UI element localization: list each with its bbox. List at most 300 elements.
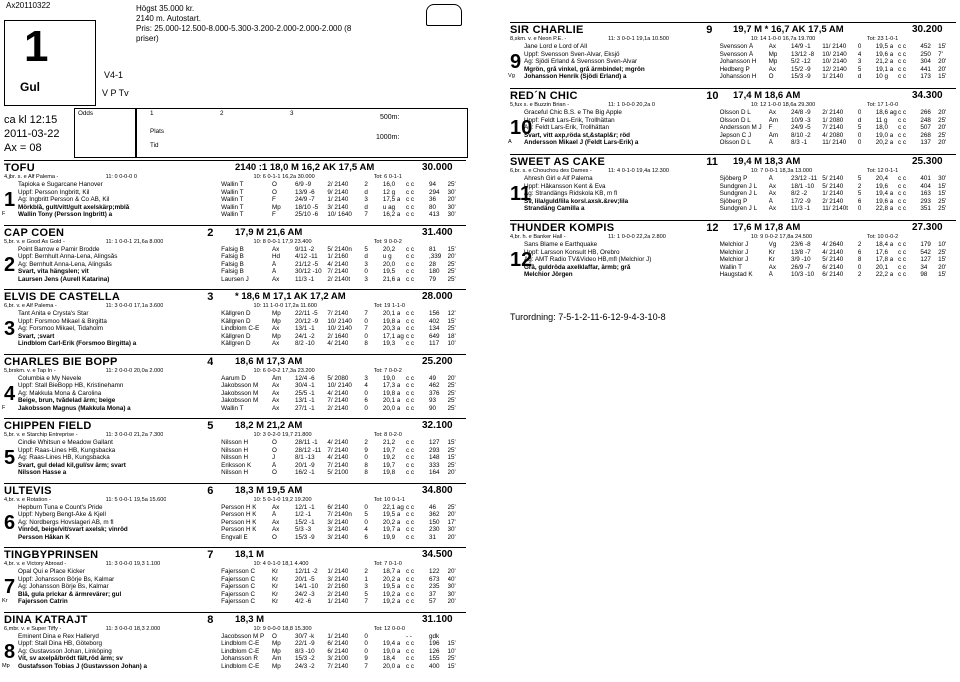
race-result-cell: c c — [898, 109, 907, 116]
race-result-cell: Ax — [768, 43, 777, 50]
race-result-cell: Hedberg P — [719, 65, 750, 73]
race-result-cell: c c — [405, 397, 414, 405]
race-result-cell: 11/ 2140 — [822, 139, 847, 147]
race-result-cell: 6 — [857, 248, 862, 256]
race-result-cell: 15' — [447, 245, 456, 253]
horse-info-line: Opal Qui e Place Kicker — [18, 568, 85, 575]
race-result-cell: 16,2 a — [382, 211, 401, 219]
race-result-cell: Persson H K — [221, 526, 257, 534]
race-result-cell: 19,7 — [382, 461, 396, 469]
race-result-cell: Ax — [271, 245, 280, 253]
race-result-cell: 6/ 2140 — [822, 271, 844, 279]
race-result-cell: c c — [405, 325, 414, 333]
race-result-cell: Ax — [271, 340, 280, 348]
horse-stats-year: 11: 3 0-0-0 18,3 2.000 — [105, 625, 161, 632]
race-result-cell: 49 — [429, 374, 437, 382]
horse-records: 18,2 M 21,2 AM — [235, 420, 303, 431]
race-result-cell: Mp — [271, 317, 281, 325]
race-result-cell: 25/10 -6 — [295, 211, 319, 219]
horse-info-line: Jakobsson Magnus (Makkula Mona) a — [18, 404, 131, 412]
race-result-cell: Källgren D — [221, 317, 251, 325]
race-result-cell: Mp — [768, 58, 778, 66]
race-result-cell: Ax — [271, 325, 280, 333]
race-result-cell: c c — [898, 205, 907, 213]
race-result-cell: 11 g — [875, 116, 888, 124]
race-result-cell: Kr — [768, 248, 775, 256]
race-result-cell: 122 — [429, 568, 440, 575]
race-result-cell: Ax — [768, 109, 777, 116]
race-result-cell: Ax — [271, 275, 280, 283]
race-result-cell: 40' — [447, 575, 456, 583]
race-result-cell: 15/2 -9 — [790, 65, 811, 73]
race-result-cell: 25' — [447, 397, 456, 405]
horse-divider — [4, 160, 466, 161]
race-result-cell: 3/ 2140 — [327, 203, 349, 211]
race-result-cell: 10/ 2140 — [327, 325, 352, 333]
race-result-cell: 19,2 — [382, 454, 396, 462]
race-result-cell: 248 — [920, 116, 931, 124]
race-result-cell: 57 — [429, 598, 437, 606]
race-result-cell: 20,2 a — [382, 518, 401, 526]
race-result-cell: 12 g — [382, 188, 396, 196]
race-result-cell: Sundgren J L — [719, 190, 758, 198]
horse-breeding: 8,skm. v. e Neon P.E. - — [510, 36, 567, 42]
race-result-cell: Källgren D — [221, 340, 251, 348]
race-result-cell: 4/ 2140 — [327, 260, 349, 268]
horse-breeding: 5,br. v. e Starchip Entreprise - — [4, 432, 78, 438]
race-result-cell: 31 — [429, 533, 437, 541]
race-result-cell: Jacobsson M P — [221, 632, 265, 640]
race-result-cell: 1/ 2080 — [822, 116, 844, 124]
horse-info-line: Uppf: Stall Dina HB, Göteborg — [18, 640, 102, 648]
horse-number: 2 — [207, 226, 214, 239]
horse-info-line: Äg: AMT Radio TV&Video HB,mfl (Melchior J) — [524, 256, 652, 264]
horse-info-line: Uppf: Johansson Börje Bs, Kalmar — [18, 575, 115, 583]
race-result-cell: 5/2 -12 — [790, 58, 811, 66]
horse-stats-prev: 10: 9 0-0-2 17,8a 24.500 — [750, 234, 813, 240]
race-result-cell: 20,2 — [382, 245, 396, 253]
race-result-cell: c c — [405, 253, 414, 261]
horse-info-line: Äg: Gustavsson Johan, Linköping — [18, 647, 112, 655]
race-result-cell: 17,1 ag — [382, 332, 404, 340]
horse-breeding: 6,mbr. v. e Super Tiffy - — [4, 625, 62, 632]
horse-stats-prev: 10: 6 0-0-2 17,3a 23.200 — [253, 367, 315, 374]
race-result-cell: 94 — [429, 181, 437, 188]
race-result-cell: 25' — [938, 205, 947, 213]
horse-number: 12 — [706, 222, 719, 234]
race-result-cell: 9 — [364, 446, 368, 454]
race-result-cell: 11/ 2140 — [822, 43, 847, 50]
race-result-cell: 20/1 -9 — [295, 461, 315, 469]
horse-entry — [4, 354, 466, 414]
race-result-cell: Mp — [271, 640, 281, 648]
race-date: 2011-03-22 — [4, 128, 60, 140]
race-result-cell: 18/1 -10 — [790, 182, 815, 190]
horse-info-line: Fajersson Catrin — [18, 598, 68, 606]
race-result-cell: 19,5 a — [382, 583, 401, 591]
race-result-cell: 376 — [429, 389, 440, 397]
race-result-cell: 10' — [447, 647, 456, 655]
race-result-cell: u g — [382, 253, 392, 261]
race-result-cell: 14/1 -10 — [295, 583, 319, 591]
race-result-cell: c c — [405, 317, 414, 325]
horse-stats-year: 11: 1 0-0-0 22,2a 2.800 — [608, 234, 666, 240]
race-result-cell: Lindblom C-E — [221, 662, 260, 670]
race-result-cell: 441 — [920, 65, 931, 73]
race-result-cell: 16/2 -1 — [295, 469, 315, 477]
race-result-cell: c c — [405, 340, 414, 348]
horse-info-line: Äg: Strandängs Ridskola KB, m fl — [524, 190, 618, 198]
race-result-cell: 21,2 — [382, 439, 396, 446]
race-result-cell: Engvall E — [221, 533, 248, 541]
race-result-cell: 16,0 — [382, 181, 396, 188]
horse-entry — [4, 612, 466, 672]
race-result-cell: Ax — [271, 404, 280, 412]
race-result-cell: 137 — [920, 139, 931, 147]
race-result-cell: 20' — [938, 263, 947, 271]
race-result-cell: 1/ 2140 — [327, 196, 349, 204]
horse-info-line: Tant Anita e Crysta's Star — [18, 310, 89, 317]
race-result-cell: c c — [405, 568, 414, 575]
doc-id: Ax20110322 — [6, 2, 51, 10]
race-result-cell: 5/3 -3 — [295, 526, 312, 534]
race-result-cell: 4/ 2080 — [822, 131, 844, 139]
race-result-cell: c c — [405, 382, 414, 390]
race-result-cell: Ax — [768, 182, 777, 190]
race-result-cell: 3 — [857, 58, 862, 66]
race-result-cell: c c — [405, 526, 414, 534]
race-result-cell: 19,4 a — [875, 190, 894, 198]
race-result-cell: 19,4 a — [382, 640, 401, 648]
race-result-cell: c c — [405, 374, 414, 382]
race-result-cell: Sjöberg P — [719, 197, 748, 205]
race-result-cell: 3/ 2140 — [327, 575, 349, 583]
race-result-cell: 3 — [364, 583, 368, 591]
race-result-cell: 15' — [938, 43, 947, 50]
horse-divider — [4, 354, 466, 355]
horse-stats-year: 11: 5 0-0-1 19,5a 15.600 — [105, 496, 167, 503]
race-result-cell: Wallin T — [221, 211, 244, 219]
race-result-cell: Fajersson C — [221, 590, 256, 598]
race-result-cell: 19,0 — [382, 374, 396, 382]
race-result-cell: Ax — [271, 526, 280, 534]
race-result-cell: J — [271, 454, 276, 462]
race-result-cell: 164 — [429, 469, 440, 477]
horse-info-line: Uppf: Stall BieBopp HB, Kristinehamn — [18, 382, 124, 390]
race-result-cell: 81 — [429, 245, 437, 253]
race-result-cell: 11/ 2140t — [822, 205, 848, 213]
race-result-cell: 18,4 a — [875, 241, 894, 248]
horse-number: 9 — [706, 24, 713, 36]
horse-records: 18,3 M 19,5 AM — [235, 484, 303, 496]
race-result-cell: 28/11 -1 — [295, 439, 318, 446]
horse-info-line: Uppf: Larsson Konsult HB, Örebro — [524, 248, 620, 256]
race-result-cell: 20/12 -9 — [295, 317, 319, 325]
horse-name: THUNDER KOMPIS — [510, 222, 615, 234]
race-result-cell: Melchior J — [719, 241, 749, 248]
race-result-cell: Fajersson C — [221, 568, 256, 575]
race-result-cell: 30' — [447, 211, 456, 219]
race-result-cell: 25' — [938, 116, 947, 124]
race-result-cell: Lindblom C-E — [221, 640, 260, 648]
info-4: priser) — [136, 34, 159, 43]
horse-stats-year: 11: 4 0-1-0 19,4a 12.300 — [608, 168, 669, 174]
info-3: Pris: 25.000-12.500-8.000-5.300-3.200-2.000-2.000-2.000 (8 — [136, 24, 352, 33]
horse-info-line: Vinröd, beige/vit/svart axelsk; vinröd — [18, 526, 128, 534]
race-result-cell: 4/ 2140 — [327, 389, 349, 397]
horse-name: RED´N CHIC — [510, 90, 578, 102]
horse-stats-prev: 10: 11 1-0-0 17,2a 11.600 — [253, 303, 318, 309]
race-result-cell: Johansson H — [719, 73, 757, 81]
race-result-cell: 30' — [447, 203, 456, 211]
horse-earnings: 34.500 — [422, 549, 453, 560]
horse-records: 19,7 M * 16,7 AK 17,5 AM — [733, 24, 844, 35]
race-result-cell: Ax — [271, 503, 280, 511]
race-result-cell: 6/ 2140 — [822, 263, 844, 271]
race-result-cell: 80 — [429, 203, 437, 211]
track-prefix: Å — [508, 139, 512, 146]
post-position: 1 — [4, 189, 16, 211]
race-result-cell: 155 — [429, 655, 440, 663]
race-result-cell: 14/9 -1 — [790, 43, 811, 50]
race-result-cell: 28/12 -11 — [295, 446, 322, 454]
race-result-cell: 266 — [920, 109, 931, 116]
race-result-cell: c c — [898, 65, 907, 73]
race-result-cell: c c — [898, 73, 907, 81]
horse-stats-year: 11: 2 0-0-0 20,0a 2.000 — [105, 367, 164, 374]
race-result-cell: c c — [898, 271, 907, 279]
race-result-cell: Falsig B — [221, 268, 244, 276]
race-result-cell: 0 — [364, 317, 368, 325]
horse-stats-year: 11: 1 0-0-1 21,6a 8.000 — [105, 238, 164, 245]
race-result-cell: 127 — [429, 439, 440, 446]
race-result-cell: 4/ 2640 — [822, 241, 844, 248]
horse-stats-prev: 10: 5 0-1-0 19,2 19.200 — [253, 496, 312, 503]
horse-records: 18,1 M — [235, 549, 265, 560]
race-result-cell: 4/ 2140 — [327, 454, 349, 462]
race-result-cell: 25' — [447, 404, 456, 412]
race-result-cell: 1/2 -1 — [295, 511, 312, 519]
tid-label: Tid — [150, 142, 159, 149]
race-result-cell: Hd — [271, 253, 281, 261]
race-result-cell: 12/1 -1 — [295, 503, 315, 511]
race-result-cell: 79 — [429, 275, 437, 283]
horse-records: 17,6 M 17,8 AM — [733, 222, 801, 233]
race-result-cell: Lindblom C-E — [221, 325, 260, 333]
race-result-cell: 8/10 -2 — [790, 131, 811, 139]
race-result-cell: 0 — [364, 503, 368, 511]
horse-info-line: Svart, vitt axp,röda st,&stapl&r; röd — [524, 131, 631, 139]
race-result-cell: 1/ 2140 — [822, 190, 844, 198]
horse-info-line: Äg: Raas-Lines HB, Kungsbacka — [18, 454, 110, 462]
race-result-cell: 19,8 — [382, 469, 396, 477]
race-result-cell: F — [768, 124, 773, 132]
race-result-cell: Nilsson H — [221, 439, 249, 446]
race-result-cell: 15' — [938, 271, 947, 279]
race-result-cell: 400 — [429, 662, 440, 670]
horse-divider — [510, 22, 956, 23]
horse-info-line: Gustafsson Tobias J (Gustavsson Johan) a — [18, 662, 147, 670]
race-result-cell: Å — [271, 461, 277, 469]
race-result-cell: c c — [405, 211, 414, 219]
race-result-cell: 28 — [429, 260, 437, 268]
race-result-cell: 4 — [364, 526, 368, 534]
race-result-cell: 5 — [364, 511, 368, 519]
race-result-cell: Eriksson K — [221, 461, 252, 469]
race-result-cell: 22,2 a — [875, 271, 894, 279]
race-result-cell: Melchior J — [719, 248, 749, 256]
race-result-cell: 15/3 -2 — [295, 655, 315, 663]
horse-info-line: Persson Håkan K — [18, 533, 70, 541]
race-result-cell: Kr — [768, 256, 775, 264]
race-result-cell: 19,8 a — [382, 317, 401, 325]
race-result-cell: 12/11 -2 — [295, 568, 318, 575]
horse-info-line: Sv, lila/guld/lila korsl.axsk.&rev;lila — [524, 197, 629, 205]
race-result-cell: c c — [898, 263, 907, 271]
race-result-cell: 25' — [938, 248, 947, 256]
race-result-cell: 20,1 — [875, 263, 888, 271]
race-result-cell: c c — [898, 248, 907, 256]
place-3: 3 — [290, 110, 294, 117]
race-result-cell: 6 — [857, 197, 862, 205]
race-result-cell: 26/9 -7 — [790, 263, 811, 271]
race-result-cell: 3/ 2140 — [327, 518, 349, 526]
race-result-cell: c c — [405, 181, 414, 188]
race-result-cell: 19,1 a — [875, 65, 894, 73]
race-result-cell: Fajersson C — [221, 598, 256, 606]
race-result-cell: 25' — [938, 197, 947, 205]
race-result-cell: 7' — [938, 50, 943, 58]
horse-info-line: Lindblom Carl-Erik (Forsmoo Birgitta) a — [18, 340, 137, 348]
race-result-cell: 0 — [364, 647, 368, 655]
race-result-cell: 25' — [447, 268, 456, 276]
race-result-cell: 5 — [857, 175, 862, 182]
race-result-cell: 12' — [447, 310, 456, 317]
race-result-cell: 20' — [447, 196, 456, 204]
race-result-cell: 15/3 -9 — [295, 533, 315, 541]
horse-divider — [4, 289, 466, 290]
race-result-cell: Vg — [768, 241, 777, 248]
race-result-cell: 12/4 -6 — [295, 374, 315, 382]
race-result-cell: 19,5 a — [875, 43, 894, 50]
race-result-cell: Kr — [271, 568, 279, 575]
race-result-cell: c c — [405, 404, 414, 412]
race-result-cell: 21,2 a — [875, 58, 894, 66]
horse-records: 19,4 M 18,3 AM — [733, 156, 801, 167]
race-result-cell: Åm — [271, 374, 282, 382]
race-result-cell: 7 — [364, 211, 368, 219]
horse-info-line: Svart, ;svart — [18, 332, 55, 340]
race-result-cell: 17,5 a — [382, 196, 401, 204]
horse-info-line: Graceful Chic B.S. e The Big Apple — [524, 109, 622, 116]
horse-stats-total: Tot: 7 0-1-0 — [373, 561, 402, 567]
horse-entry — [510, 220, 956, 280]
horse-records: 18,3 M — [235, 613, 265, 625]
race-result-cell: 46 — [429, 503, 437, 511]
race-result-cell: 22/1 -9 — [295, 640, 315, 648]
race-result-cell: 4/ 2140 — [822, 248, 844, 256]
horse-name: CHARLES BIE BOPP — [4, 355, 118, 368]
race-result-cell: c c — [405, 461, 414, 469]
race-result-cell: 20,0 a — [382, 404, 401, 412]
race-result-cell: 20,0 — [382, 260, 396, 268]
horse-stats-total: Tot: 17 1-0-0 — [866, 102, 899, 108]
race-result-cell: Kr — [271, 575, 279, 583]
track-prefix: Mp — [2, 662, 10, 669]
race-result-cell: 2/ 2140 — [822, 109, 844, 116]
race-result-cell: 25' — [447, 382, 456, 390]
horse-entry — [4, 418, 466, 478]
race-result-cell: c c — [405, 275, 414, 283]
race-result-cell: 9 — [364, 655, 368, 663]
race-result-cell: 180 — [429, 268, 440, 276]
race-result-cell: 7/ 2140n — [327, 511, 352, 519]
race-result-cell: 25' — [447, 181, 456, 188]
race-result-cell: Falsig B — [221, 245, 244, 253]
race-result-cell: 2 — [857, 182, 862, 190]
info-1: Högst 35.000 kr. — [136, 4, 195, 13]
race-result-cell: 8 — [364, 469, 368, 477]
race-result-cell: 2/ 2140 — [327, 404, 349, 412]
horse-info-line: Uppf: Håkansson Kent & Eva — [524, 182, 606, 190]
race-result-cell: Persson H K — [221, 518, 257, 526]
horse-earnings: 30.000 — [422, 162, 453, 173]
post-position: 7 — [4, 576, 16, 598]
race-result-cell: 15' — [447, 317, 456, 325]
race-result-cell: c c — [405, 590, 414, 598]
post-position: 8 — [4, 640, 16, 663]
race-result-cell: 10 g — [875, 73, 888, 81]
race-result-cell: 6/ 2140 — [327, 503, 349, 511]
race-result-cell: 3 — [364, 374, 368, 382]
horse-number: 4 — [207, 355, 214, 368]
race-result-cell: Olsson D L — [719, 109, 751, 116]
race-result-cell: c c — [898, 131, 907, 139]
race-result-cell: 8/3 -10 — [295, 647, 315, 655]
race-result-cell: 18,0 — [875, 124, 888, 132]
race-result-cell: 25' — [938, 131, 947, 139]
horse-info-line: Grå, guldröda axelklaffar, ärmb; grå — [524, 263, 631, 271]
horse-number: 8 — [207, 613, 214, 626]
race-result-cell: Fajersson C — [221, 575, 256, 583]
race-result-cell: Wallin T — [221, 196, 244, 204]
horse-info-line: Strandäng Camilla a — [524, 205, 585, 213]
race-result-cell: Lindblom C-E — [221, 647, 260, 655]
race-result-cell: 294 — [429, 188, 440, 196]
race-result-cell: 18' — [447, 332, 456, 340]
horse-number: 3 — [207, 291, 214, 303]
race-result-cell: 19,8 a — [382, 389, 401, 397]
horse-earnings: 31.400 — [422, 226, 453, 238]
race-result-cell: 15' — [447, 454, 456, 462]
race-result-cell: 24/9 -7 — [295, 196, 315, 204]
race-result-cell: 9/ 2140 — [327, 188, 349, 196]
horse-info-line: Äg: Sjödi Erland & Svensson Sven-Alvar — [524, 58, 638, 66]
horse-entry — [4, 160, 466, 220]
race-result-cell: 2/ 2140 — [327, 590, 349, 598]
v-line-2: V P Tv — [102, 88, 129, 98]
race-result-cell: 7/ 2140 — [327, 446, 349, 454]
race-result-cell: 22/11 -5 — [295, 310, 318, 317]
race-result-cell: c c — [405, 583, 414, 591]
race-result-cell: 20,0 a — [382, 662, 401, 670]
horse-name: ULTEVIS — [4, 484, 52, 497]
horse-info-line: Uppf: Nyberg Bengt-Åke & Kjell — [18, 511, 106, 519]
race-result-cell: 23/6 -8 — [790, 241, 811, 248]
horse-info-line: Blå, gula prickar & ärmrevärer; gul — [18, 590, 122, 598]
race-result-cell: 362 — [429, 511, 440, 519]
race-result-cell: gdk — [429, 632, 440, 640]
